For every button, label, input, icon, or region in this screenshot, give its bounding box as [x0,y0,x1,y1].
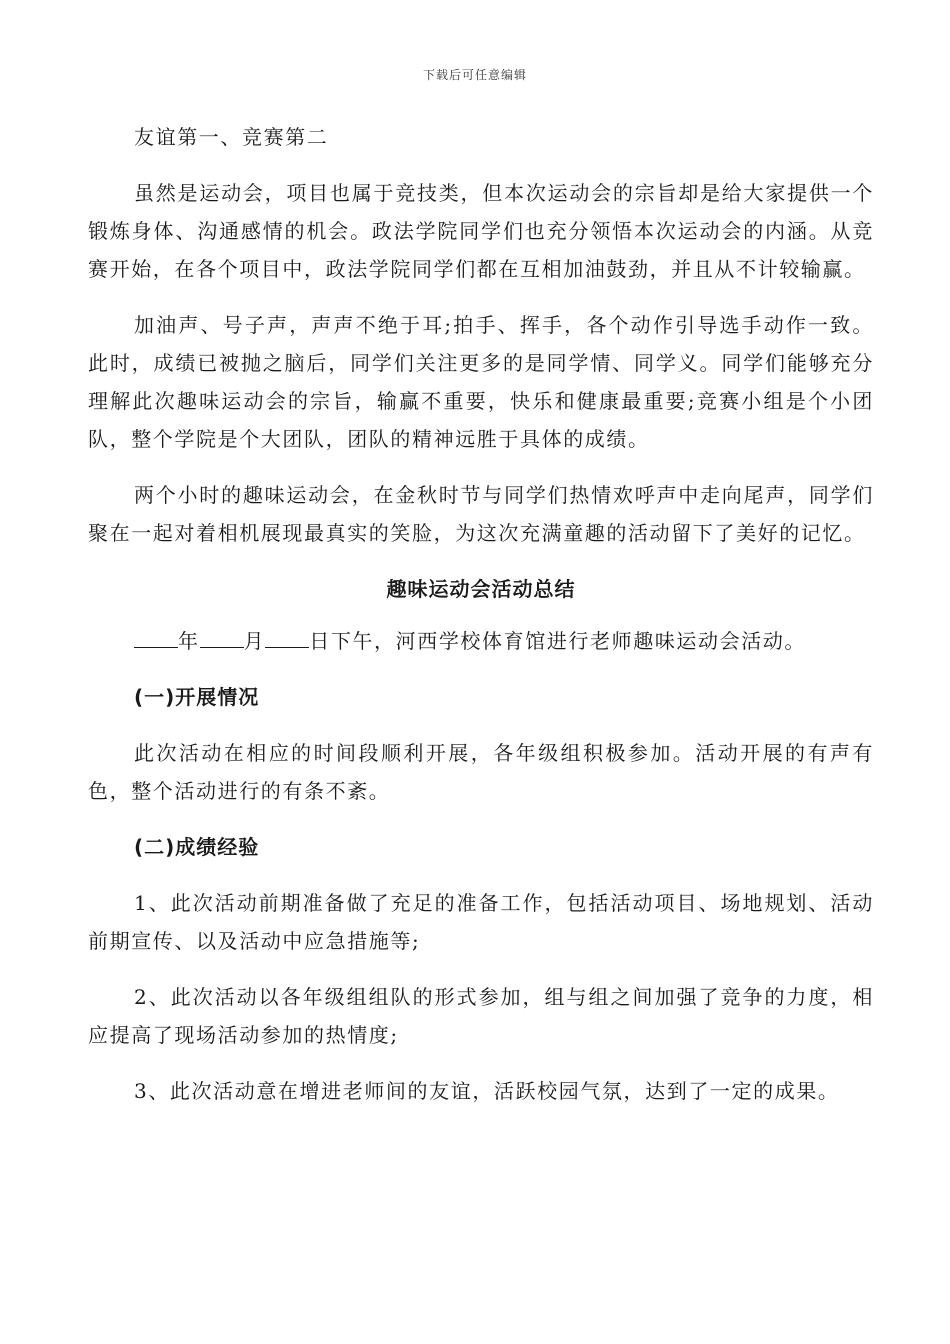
date-year-label: 年 [178,629,200,653]
section-heading-status: (一)开展情况 [134,685,260,709]
paragraph-ending: 两个小时的趣味运动会，在金秋时节与同学们热情欢呼声中走向尾声，同学们聚在一起对着相机展现最真实的笑脸，为这次充满童趣的活动留下了美好的记忆。 [88,483,874,545]
date-month-label: 月 [243,629,266,653]
blank-day [265,625,309,648]
header-note: 下载后可任意编辑 [422,68,527,82]
list-item-2: 2、此次活动以各年级组组队的形式参加，组与组之间加强了竞争的力度，相应提高了现场活动参加的热情度; [88,985,874,1047]
document-body [88,118,874,1128]
section-heading-experience: (二)成绩经验 [134,835,260,859]
blank-month [200,625,244,648]
blank-year [134,625,178,648]
date-line [88,622,874,660]
paragraph-cheering: 加油声、号子声，声声不绝于耳;拍手、挥手，各个动作引导选手动作一致。此时，成绩已被抛之脑后，同学们关注更多的是同学情、同学义。同学们能够充分理解此次趣味运动会的宗旨，输赢不重要，快乐和健康最重要;竞赛小组是个小团队，整个学院是个大团队，团队的精神远胜于具体的成绩。 [88,313,874,451]
document-title: 趣味运动会活动总结 [386,577,576,601]
paragraph-purpose: 虽然是运动会，项目也属于竞技类，但本次运动会的宗旨却是给大家提供一个锻炼身体、沟通感情的机会。政法学院同学们也充分领悟本次运动会的内涵。从竞赛开始，在各个项目中，政法学院同学们都在互相加油鼓劲，并且从不计较输赢。 [88,181,874,281]
paragraph-status: 此次活动在相应的时间段顺利开展，各年级组积极参加。活动开展的有声有色，整个活动进行的有条不紊。 [88,741,874,803]
date-rest-text: 日下午，河西学校体育馆进行老师趣味运动会活动。 [309,629,807,653]
paragraph-friendship: 友谊第一、竞赛第二 [134,125,329,149]
list-item-3: 3、此次活动意在增进老师间的友谊，活跃校园气氛，达到了一定的成果。 [134,1079,840,1103]
list-item-1: 1、此次活动前期准备做了充足的准备工作，包括活动项目、场地规划、活动前期宣传、以及活动中应急措施等; [88,891,874,953]
